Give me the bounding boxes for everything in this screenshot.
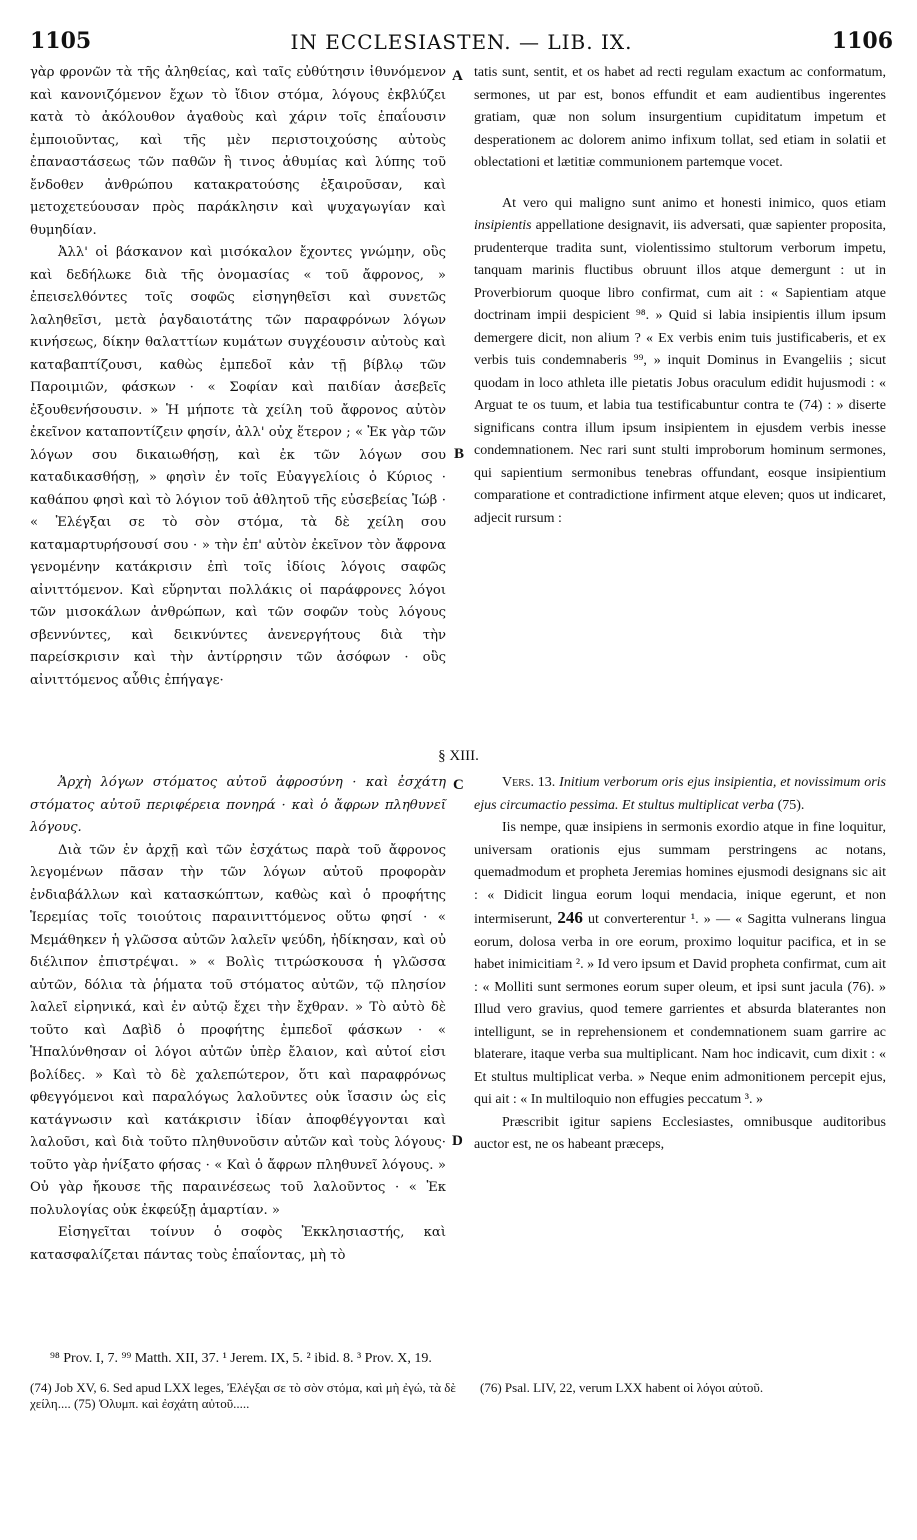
greek-paragraph: γὰρ φρονῶν τὰ τῆς ἀληθείας, καὶ ταῖς εὐθύτησιν ἰθυνόμενον καὶ κανονιζόμενον ἔχων τὸ ἴδιον στόμα, λόγους ἐκβλύζει κατὰ τὸ ἀκόλουθον ἀγαθοὺς καὶ χάριν τοῖς ἐπαΐουσιν ἐμποιοῦντας, καὶ τῆς μὲν περιστοιχούσης αὐτοὺς ἐπαναστάσεως τῶν παθῶν ἢ τινος ἀθυμίας καὶ λύπης τοῦ ἔνδοθεν ἀνθρώπου κατακρατούσης ἐξαιροῦσαν, καὶ μετοχετεύουσαν πρὸς παράκλησιν καὶ ψυχαγωγίαν καὶ θυμηδίαν. bbox=[30, 65, 446, 238]
section-heading: § XIII. bbox=[438, 748, 479, 764]
greek-verse-lemma: Ἀρχὴ λόγων στόματος αὐτοῦ ἀφροσύνη · καὶ ἐσχάτη στόματος αὐτοῦ περιφέρεια πονηρά · καὶ ὁ ἄφρων πληθυνεῖ λόγους. bbox=[30, 775, 446, 835]
page-number-left: 1105 bbox=[30, 28, 92, 54]
margin-marker-d: D bbox=[452, 1133, 463, 1149]
running-title: IN ECCLESIASTEN. — LIB. IX. bbox=[290, 30, 633, 54]
page-header bbox=[30, 28, 893, 58]
footnote-references: ⁹⁸ Prov. I, 7. ⁹⁹ Matth. XII, 37. ¹ Jerem. IX, 5. ² ibid. 8. ³ Prov. X, 19. bbox=[50, 1351, 432, 1366]
latin-paragraph: tatis sunt, sentit, et os habet ad recti regulam exactum ac conformatum, sermones, ut par est, bonos effundit et eam audientibus ingerentes gratiam, quæ non solum insurgentium cupiditatum impetum et desperationem ac dolorem animo infixum tollat, sed etiam in solatii et oblectationi et lætitiæ communionem partemque vocet. bbox=[474, 65, 886, 170]
greek-column-lower bbox=[30, 772, 446, 1267]
margin-marker-b: B bbox=[454, 446, 465, 462]
greek-paragraph: Ἀλλ' οἱ βάσκανον καὶ μισόκαλον ἔχοντες γνώμην, οὓς καὶ δεδήλωκε διὰ τῆς ὀνομασίας « τοῦ ἄφρονος, » ἐπεισελθόντες τοῖς σοφῶς εἰσηγηθεῖσι καὶ συνετῶς λαληθεῖσι, μετὰ ῥαγδαιοτάτης τῶν παραφρόνων λόγων κινήσεως, δίκην θαλαττίων κυμάτων συγχέουσιν αὐτοὺς καὶ καταβαπτίζουσι, καθὼς ἐμπεδοῖ κἀν τῇ βίβλῳ τῶν Παροιμιῶν, φάσκων · « Σοφίαν καὶ παιδίαν ἀσεβεῖς ἐξουθενήσουσιν. » Ἡ μήποτε τὰ χείλη τοῦ ἄφρονος αὐτὸν ἐκεῖνον καταποντίζειν φησίν, ἀλλ' οὐχ ἕτερον ; « Ἐκ γὰρ τῶν λόγων σου δικαιωθήσῃ, καὶ ἐκ τῶν λόγων σου καταδικασθήσῃ, » φησὶν ἐν τοῖς Εὐαγγελίοις ὁ Κύριος · καθάπου φησὶ καὶ τὸ λόγιον τοῦ ἀθλητοῦ τῆς εὐσεβείας Ἰώβ · « Ἐλέγξαι σε τὸ σὸν στόμα, τὰ δὲ χείλη σου καταμαρτυρήσουσί σου · » τὴν ἐπ' αὐτὸν ἐκεῖνον τὸν ἄφρονα γενομένην κατάκρισιν ἐπὶ τοῖς ἰδίοις λόγοις σαφῶς αἰνιττόμενον. Καὶ εὕρηνται πολλάκις οἱ παράφρονες λόγοι τῶν μισοκάλων ἀνθρώπων, καὶ τῶν σοφῶν τοὺς λόγους σβεννύντες, καὶ δεικνύντες ἀνενεργήτους διὰ τὴν παρείσκρισιν καὶ τὴν ἀντίρρησιν τῶν ἀσόφων · οὓς αἰνιττόμενος αὖθις ἐπήγαγε· bbox=[30, 245, 446, 688]
greek-paragraph: Εἰσηγεῖται τοίνυν ὁ σοφὸς Ἐκκλησιαστής, καὶ κατασφαλίζεται πάντας τοὺς ἐπαΐοντας, μὴ τὸ bbox=[30, 1225, 446, 1263]
latin-paragraph: At vero qui maligno sunt animo et honesti inimico, quos etiam insipientis appellatione designavit, iis adversati, quæ sapienter proposita, prudenterque tradita sunt, violentissimo stultorum verborum impetu, tanquam marinis fluctibus obruunt illos atque demergunt : ut in Proverbiorum quoque libro confirmat, cum ait : « Sapientiam atque doctrinam impii despicient ⁹⁸. » Quid si labia insipientis illum ipsum demergere dicit, non alium ? « Ex verbis enim tuis justificaberis, et ex verbis tuis condemnaberis ⁹⁹, » inquit Dominus in Evangeliis ; sicut quodam in loco athleta ille pietatis Jobus oraculum edidit hujusmodi : « Arguat te os tuum, et labia tua testificabuntur contra te (74) : » diserte significans contra illum ipsum insipientem in ejusdem verbis inesse condemnationem. Nec rari sunt stulti improborum hominum sermones, qui sapientium sermonibus tenebras offundant, eosque insipientium comparatione et contradictione infirment atque eleven; quos ut indicaret, adjecit rursum : bbox=[474, 195, 886, 526]
greek-column-upper bbox=[30, 62, 446, 692]
latin-column-lower bbox=[474, 772, 886, 1157]
latin-verse-lemma: Vers. 13. Initium verborum oris ejus insipientia, et novissimum oris ejus circumactio pessima. Et stultus multiplicat verba (75). bbox=[474, 775, 886, 813]
latin-paragraph: Præscribit igitur sapiens Ecclesiastes, omnibusque auditoribus auctor est, ne os habeant præceps, bbox=[474, 1114, 886, 1152]
margin-marker-c: C bbox=[453, 777, 464, 793]
editor-notes-left: (74) Job XV, 6. Sed apud LXX leges, Ἐλέγξαι σε τὸ σὸν στόμα, καὶ μὴ ἐγώ, τὰ δὲ χείλη.... (75) Ὀλυμπ. καὶ ἐσχάτη αὐτοῦ..... bbox=[30, 1380, 456, 1411]
verse-label: Vers. 13. bbox=[502, 775, 556, 790]
column-number: 246 bbox=[557, 908, 583, 927]
greek-paragraph: Διὰ τῶν ἐν ἀρχῇ καὶ τῶν ἐσχάτως παρὰ τοῦ ἄφρονος λεγομένων πᾶσαν τὴν τῶν λόγων αὐτοῦ προφορὰν ἐνδιαβάλλων καὶ κατασκώπτων, καθὼς καὶ ὁ προφήτης Ἱερεμίας τοῖς τοιούτοις παραινιττόμενος οὕτω φησί · « Μεμάθηκεν ἡ γλῶσσα αὐτῶν λαλεῖν ψεύδη, ἠδίκησαν, καὶ οὐ διέλιπον ἐπιστρέψαι. » « Βολὶς τιτρώσκουσα ἡ γλῶσσα αὐτῶν, δόλια τὰ ῥήματα τοῦ στόματος αὐτῶν, τῷ πλησίον λαλεῖ εἰρηνικά, καὶ ἐν αὐτῷ ἔχει τὴν ἔχθραν. » Τὸ αὐτὸ δὲ τοῦτο καὶ Δαβὶδ ὁ προφήτης ἐμπεδοῖ φάσκων · « Ἡπαλύνθησαν οἱ λόγοι αὐτῶν ὑπὲρ ἔλαιον, καὶ αὐτοί εἰσι βολίδες. » Καὶ τὸ δὲ χαλεπώτερον, ὅτι καὶ παραφρόνως φθεγγόμενοι καὶ παραλόγως λαλοῦντες οὐκ ἴσασιν ὡς εἰς κατάγνωσιν καὶ κατάκρισιν ἰδίαν ἀποφθέγγονται καὶ λαλοῦσι, καὶ διὰ τοῦτο πληθυνοῦσιν αὐτῶν καὶ τοὺς λόγους· τοῦτο γὰρ ἠνίξατο φήσας · « Καὶ ὁ ἄφρων πληθυνεῖ λόγους. » Οὐ γὰρ ἤκουσε τῆς παραινέσεως τοῦ λαλοῦντος · « Ἐκ πολυλογίας οὐκ ἐκφεύξῃ ἁμαρτίαν. » bbox=[30, 842, 446, 1218]
margin-marker-a: A bbox=[452, 68, 463, 84]
editor-notes-right: (76) Psal. LIV, 22, verum LXX habent οἱ λόγοι αὐτοῦ. bbox=[480, 1380, 764, 1395]
latin-paragraph: Iis nempe, quæ insipiens in sermonis exordio atque in fine loquitur, universam orationis ejus summam perstringens ac notans, quemadmodum et propheta Jeremias homines ejusmodi designans sic ait : « Didicit lingua eorum loqui mendacia, inique egerunt, et non intermiserunt, 246 ut converterentur ¹. » — « Sagitta vulnerans lingua eorum, dolosa verba in ore eorum, proximo loquitur pacifica, et in se habet inimicitiam ². » Id vero ipsum et David propheta confirmat, cum ait : « Molliti sunt sermones eorum super oleum, et ipsi sunt jacula (76). » Illud vero gravius, quod temere garrientes et absurda blaterantes non intelligunt, se in reprehensionem et condemnationem suam garrire ac blaterare, itaque verba sua multiplicant. Nam hoc indicavit, cum dixit : « Et stultus multiplicat verba. » Neque enim admonitionem percepit ejus, qui ait : « In multiloquio non effugies peccatum ³. » bbox=[474, 820, 887, 1107]
latin-italic-word: insipientis bbox=[474, 218, 532, 233]
latin-column-upper bbox=[474, 62, 886, 530]
page-number-right: 1106 bbox=[831, 28, 893, 54]
